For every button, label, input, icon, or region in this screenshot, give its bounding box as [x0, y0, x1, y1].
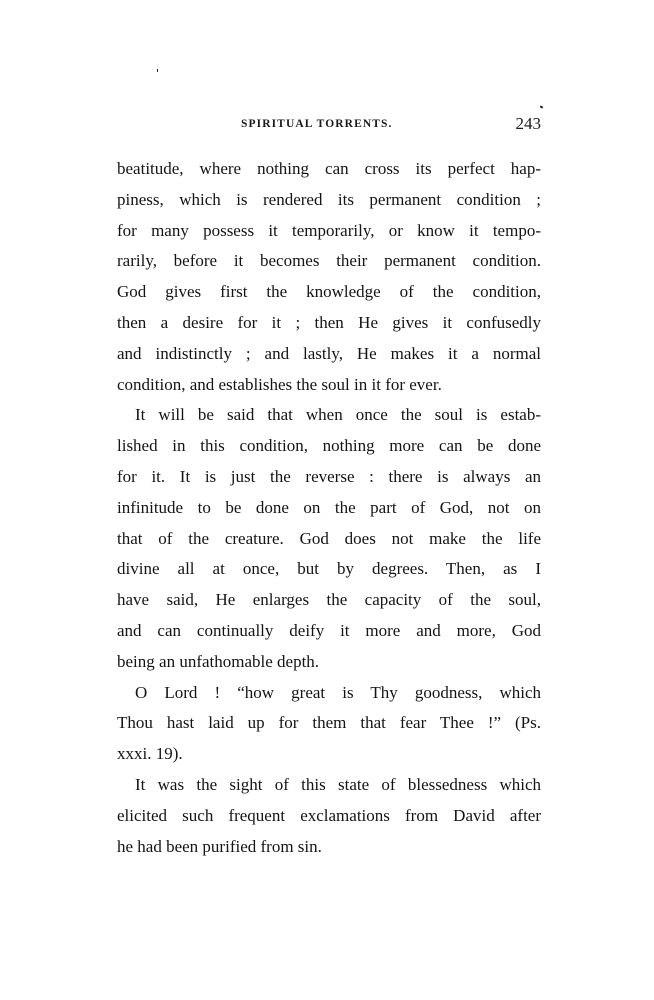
text-line: and can continually deify it more and more, God [117, 620, 541, 640]
page-number: 243 [515, 114, 541, 133]
text-line: beatitude, where nothing can cross its perfect hap- [117, 159, 541, 178]
text-line: Thou hast laid up for them that fear Thee !” (Ps. [117, 713, 541, 733]
text-line: for many possess it temporarily, or know it tempo- [117, 220, 541, 240]
text-line: he had been purified from sin. [117, 836, 322, 856]
text-line: It was the sight of this state of blessedness which [135, 774, 541, 794]
scan-speck [540, 105, 544, 108]
text-line: infinitude to be done on the part of God, not on [117, 497, 541, 517]
text-line: condition, and establishes the soul in it for ever. [117, 374, 442, 394]
text-line: and indistinctly ; and lastly, He makes it a normal [117, 343, 541, 363]
text-line: God gives first the knowledge of the condition, [117, 282, 541, 302]
text-line: that of the creature. God does not make the life [117, 528, 541, 548]
text-line: O Lord ! “how great is Thy goodness, which [135, 682, 541, 702]
text-line: rarily, before it becomes their permanent condition. [117, 251, 541, 271]
text-line: piness, which is rendered its permanent condition ; [117, 189, 541, 209]
scan-speck [157, 69, 158, 72]
paragraph [117, 678, 541, 770]
paragraph [117, 400, 541, 677]
text-line: being an unfathomable depth. [117, 651, 320, 671]
text-line: for it. It is just the reverse : there is always an [117, 466, 541, 486]
running-head [117, 114, 541, 136]
text-line: have said, He enlarges the capacity of the soul, [117, 590, 541, 610]
paragraph [117, 154, 541, 400]
text-line: divine all at once, but by degrees. Then, as I [117, 559, 541, 579]
paragraph [117, 770, 541, 862]
text-line: then a desire for it ; then He gives it confusedly [117, 312, 541, 332]
text-line: xxxi. 19). [117, 744, 183, 764]
body-text [117, 154, 541, 862]
text-line: It will be said that when once the soul is estab- [135, 405, 541, 425]
running-title: SPIRITUAL TORRENTS. [241, 118, 393, 130]
text-line: elicited such frequent exclamations from David after [117, 805, 541, 825]
text-line: lished in this condition, nothing more can be done [117, 436, 541, 456]
